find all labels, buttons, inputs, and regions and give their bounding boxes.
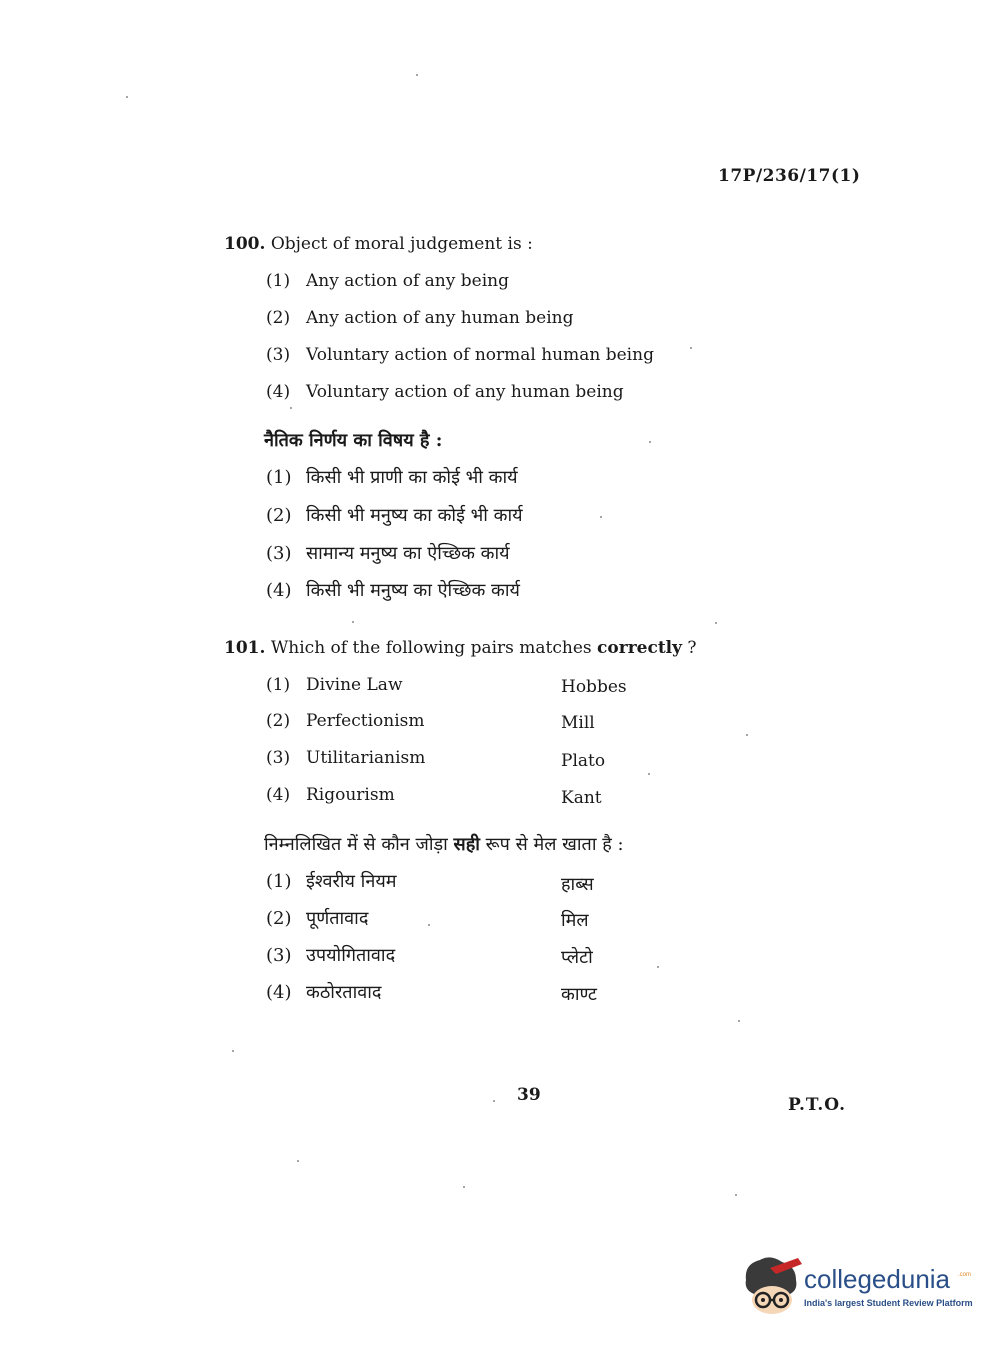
pair-2-right: Mill [561,713,595,733]
brand-tagline: India's largest Student Review Platform [804,1298,973,1308]
question-101 [224,638,697,658]
pair-term: ईश्वरीय नियम [306,871,397,892]
pair-3-right: Plato [561,751,606,771]
option-text: Voluntary action of normal human being [306,345,654,365]
option-text: किसी भी मनुष्य का कोई भी कार्य [306,505,523,526]
brand-domain: .com [958,1272,972,1278]
hindi-pair-3-right: प्लेटो [561,947,593,968]
pair-2-left [266,711,424,731]
pair-1-left [266,675,403,695]
option-text: किसी भी प्राणी का कोई भी कार्य [306,467,518,488]
option-number: (2) [266,308,291,328]
hindi-pair-2-right: मिल [561,910,589,931]
option-number: (4) [266,785,291,805]
mascot-icon [740,1250,804,1320]
hindi-pair-1-right: हाब्स [561,874,594,895]
option-text: Voluntary action of any human being [306,382,624,402]
pair-4-right: Kant [561,788,602,808]
question-text-hindi [264,832,624,856]
option-number: (1) [266,271,291,291]
pair-3-left [266,748,425,768]
option-number: (4) [266,382,291,402]
question-number: 101. [224,638,266,658]
option-2 [266,308,573,328]
option-4 [266,382,624,402]
hindi-pair-4-right: काण्ट [561,984,597,1005]
hindi-pair-4-left [266,980,381,1004]
option-number: (4) [266,580,292,601]
hindi-option-4 [266,578,520,602]
option-text: किसी भी मनुष्य का ऐच्छिक कार्य [306,580,520,601]
hindi-question-start: निम्नलिखित में से कौन जोड़ा [264,834,454,855]
hindi-pair-1-left [266,869,397,893]
hindi-option-3 [266,541,510,565]
option-number: (1) [266,467,292,488]
question-text: Which of the following pairs matches [270,638,598,658]
brand-name: collegedunia [804,1264,951,1294]
pair-term: Rigourism [306,785,395,805]
pair-term: उपयोगितावाद [306,945,396,966]
option-3 [266,345,654,365]
question-number: 100. [224,234,266,254]
option-text: Any action of any human being [306,308,574,328]
please-turn-over: P.T.O. [788,1095,846,1115]
question-emphasis: correctly [597,638,683,658]
option-number: (3) [266,748,291,768]
option-text: Any action of any being [306,271,509,291]
hindi-question-end: रूप से मेल खाता है : [479,834,624,855]
option-number: (1) [266,675,291,695]
question-text-end: ? [682,638,697,658]
hindi-question-emphasis: सही [453,834,480,855]
option-number: (1) [266,871,292,892]
pair-1-right: Hobbes [561,677,627,697]
option-number: (3) [266,345,291,365]
option-number: (3) [266,543,292,564]
option-number: (2) [266,505,292,526]
hindi-option-1 [266,465,518,489]
pair-term: Utilitarianism [306,748,426,768]
option-number: (3) [266,945,292,966]
option-number: (2) [266,908,292,929]
option-number: (4) [266,982,292,1003]
pair-term: Divine Law [306,675,403,695]
option-text: सामान्य मनुष्य का ऐच्छिक कार्य [306,543,510,564]
option-1 [266,271,509,291]
pair-4-left [266,785,395,805]
question-text-hindi: नैतिक निर्णय का विषय है : [264,430,443,451]
pair-term: कठोरतावाद [306,982,382,1003]
hindi-pair-2-left [266,906,368,930]
option-number: (2) [266,711,291,731]
question-100 [224,234,533,254]
hindi-option-2 [266,503,523,527]
pair-term: Perfectionism [306,711,425,731]
paper-code: 17P/236/17(1) [718,166,861,186]
question-text: Object of moral judgement is : [270,234,533,254]
hindi-pair-3-left [266,943,395,967]
pair-term: पूर्णतावाद [306,908,369,929]
page-number: 39 [517,1085,541,1105]
